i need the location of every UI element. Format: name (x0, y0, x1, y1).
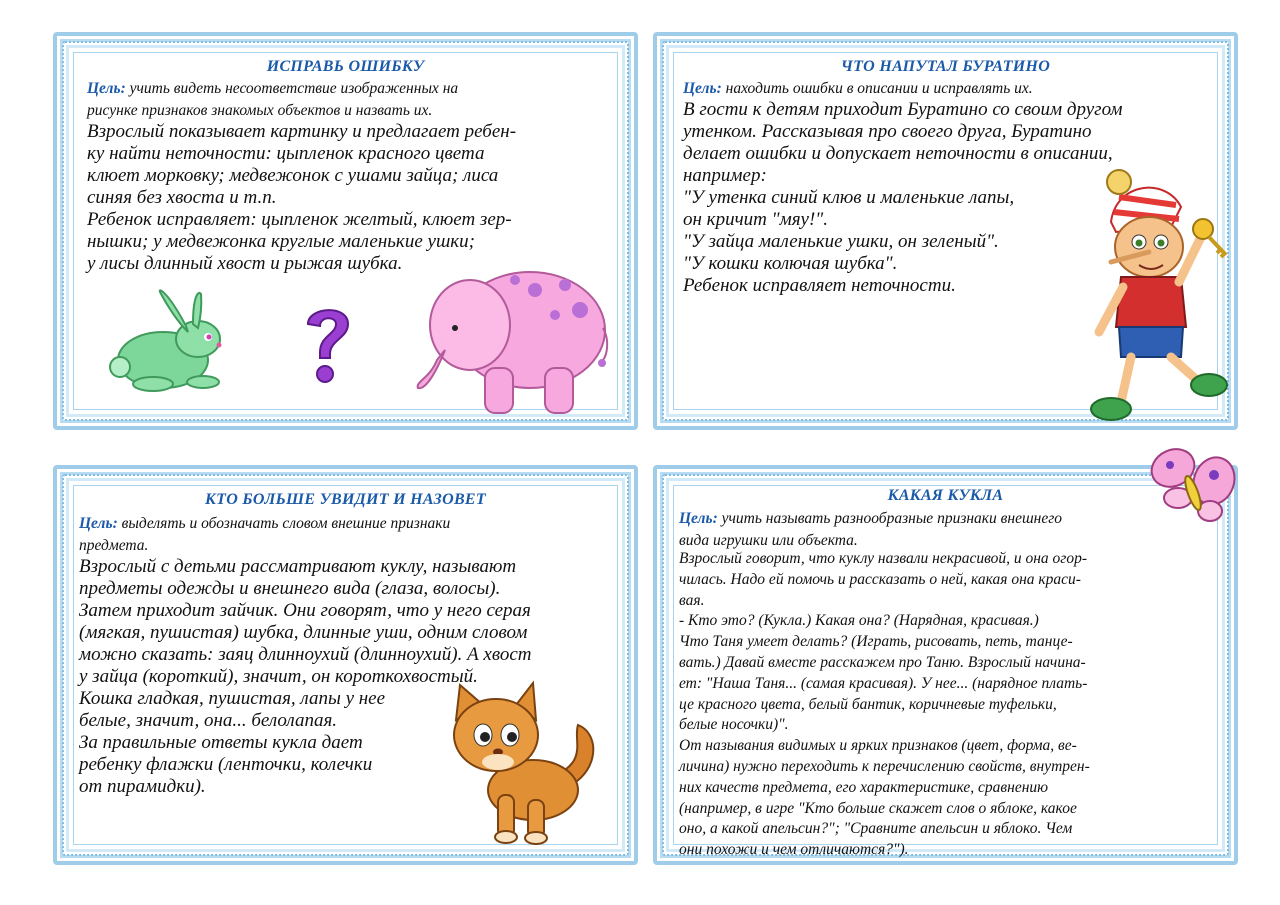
body-line: оно, а какой апельсин?"; "Сравните апельсин и яблоко. Чем (679, 820, 1073, 838)
body-line: синяя без хвоста и т.п. (87, 187, 277, 208)
body-line: ку найти неточности: цыпленок красного цвета (87, 143, 485, 164)
card-goal (87, 78, 458, 121)
card-goal (683, 78, 1033, 100)
body-line: це красного цвета, белый бантик, коричневые туфельки, (679, 695, 1057, 713)
goal-label: Цель: (87, 80, 126, 97)
body-line: ет: "Наша Таня... (самая красивая). У нее... (нарядное плать- (679, 674, 1088, 692)
body-line: они похожи и чем отличаются?"). (679, 841, 909, 859)
body-line: у зайца (короткий), значит, он короткохвостый. (79, 666, 478, 687)
goal-line: рисунке признаков знакомых объектов и назвать их. (87, 101, 433, 119)
body-line: "У утенка синий клюв и маленькие лапы, (683, 187, 1015, 208)
body-line: чилась. Надо ей помочь и рассказать о ней, какая она краси- (679, 570, 1081, 588)
body-line: Что Таня умеет делать? (Играть, рисовать, петь, танце- (679, 633, 1073, 651)
body-line: вать.) Давай вместе расскажем про Таню. Взрослый начина- (679, 653, 1086, 671)
card-title: ЧТО НАПУТАЛ БУРАТИНО (840, 58, 1051, 75)
body-line: вая. (679, 591, 705, 609)
body-line: например: (683, 165, 767, 186)
card-who-sees-more (53, 465, 638, 865)
body-line: Ребенок исправляет: цыпленок желтый, клюет зер- (87, 209, 512, 230)
body-line: (например, в игре "Кто больше скажет слов о яблоке, какое (679, 799, 1077, 817)
body-line: "У кошки колючая шубка". (683, 253, 898, 274)
body-line: Взрослый говорит, что куклу назвали некрасивой, и она огор- (679, 550, 1088, 567)
card-what-doll (653, 465, 1238, 865)
body-line: от пирамидки). (79, 776, 206, 797)
card-goal (679, 508, 1062, 551)
goal-label: Цель: (79, 515, 118, 532)
goal-label: Цель: (679, 510, 718, 527)
body-line: От называния видимых и ярких признаков (цвет, форма, ве- (679, 737, 1077, 755)
body-line: личина) нужно переходить к перечислению свойств, внутрен- (679, 757, 1090, 775)
goal-line: учить называть разнообразные признаки внешнего (721, 510, 1063, 527)
body-line: Взрослый с детьми рассматривают куклу, называют (79, 556, 517, 577)
body-line: Ребенок исправляет неточности. (683, 275, 956, 296)
body-line: у лисы длинный хвост и рыжая шубка. (87, 253, 403, 274)
body-line: ребенку флажки (ленточки, колечки (79, 754, 373, 775)
card-title: КАКАЯ КУКЛА (887, 487, 1004, 504)
body-line: можно сказать: заяц длинноухий (длинноухий). А хвост (79, 644, 532, 665)
pink-elephant-icon (415, 250, 615, 420)
goal-label: Цель: (683, 80, 722, 97)
body-line: делает ошибки и допускает неточности в описании, (683, 143, 1113, 164)
body-line: нышки; у медвежонка круглые маленькие ушки; (87, 231, 475, 252)
body-line: Взрослый показывает картинку и предлагает ребен- (87, 121, 517, 142)
butterfly-icon (1148, 443, 1238, 528)
goal-line: выделять и обозначать словом внешние признаки (121, 515, 451, 532)
body-line: Кошка гладкая, пушистая, лапы у нее (79, 688, 386, 709)
kitten-icon (438, 680, 608, 845)
body-line: предметы одежды и внешнего вида (глаза, волосы). (79, 578, 501, 599)
green-rabbit-icon (98, 282, 228, 397)
body-line: Затем приходит зайчик. Они говорят, что у него серая (79, 600, 531, 621)
card-body (683, 99, 1122, 297)
body-line: белые, значит, она... белолапая. (79, 710, 338, 731)
goal-line: находить ошибки в описании и исправлять их. (725, 80, 1033, 97)
body-line: - Кто это? (Кукла.) Какая она? (Нарядная, красивая.) (679, 612, 1039, 630)
goal-line: учить видеть несоответствие изображенных на (129, 80, 459, 97)
body-line: белые носочки)". (679, 716, 789, 734)
goal-line: вида игрушки или объекта. (679, 531, 858, 549)
card-title: ИСПРАВЬ ОШИБКУ (266, 58, 425, 75)
body-line: "У зайца маленькие ушки, он зеленый". (683, 231, 999, 252)
purple-question-mark-icon (298, 302, 358, 387)
card-fix-the-mistake (53, 32, 638, 430)
card-goal (79, 513, 450, 556)
body-line: он кричит "мяу!". (683, 209, 829, 230)
goal-line: предмета. (79, 536, 149, 554)
body-line: В гости к детям приходит Буратино со своим другом (683, 99, 1123, 120)
body-line: За правильные ответы кукла дает (79, 732, 363, 753)
body-line: них качеств предмета, его характеристике, сравнению (679, 778, 1049, 796)
card-pinocchio-mistakes (653, 32, 1238, 430)
pinocchio-icon (1071, 167, 1231, 427)
body-line: клюет морковку; медвежонок с ушами зайца; лиса (87, 165, 499, 186)
body-line: (мягкая, пушистая) шубка, длинные уши, одним словом (79, 622, 528, 643)
body-line: утенком. Рассказывая про своего друга, Буратино (683, 121, 1092, 142)
card-title: КТО БОЛЬШЕ УВИДИТ И НАЗОВЕТ (205, 491, 486, 508)
card-body (679, 549, 1090, 861)
